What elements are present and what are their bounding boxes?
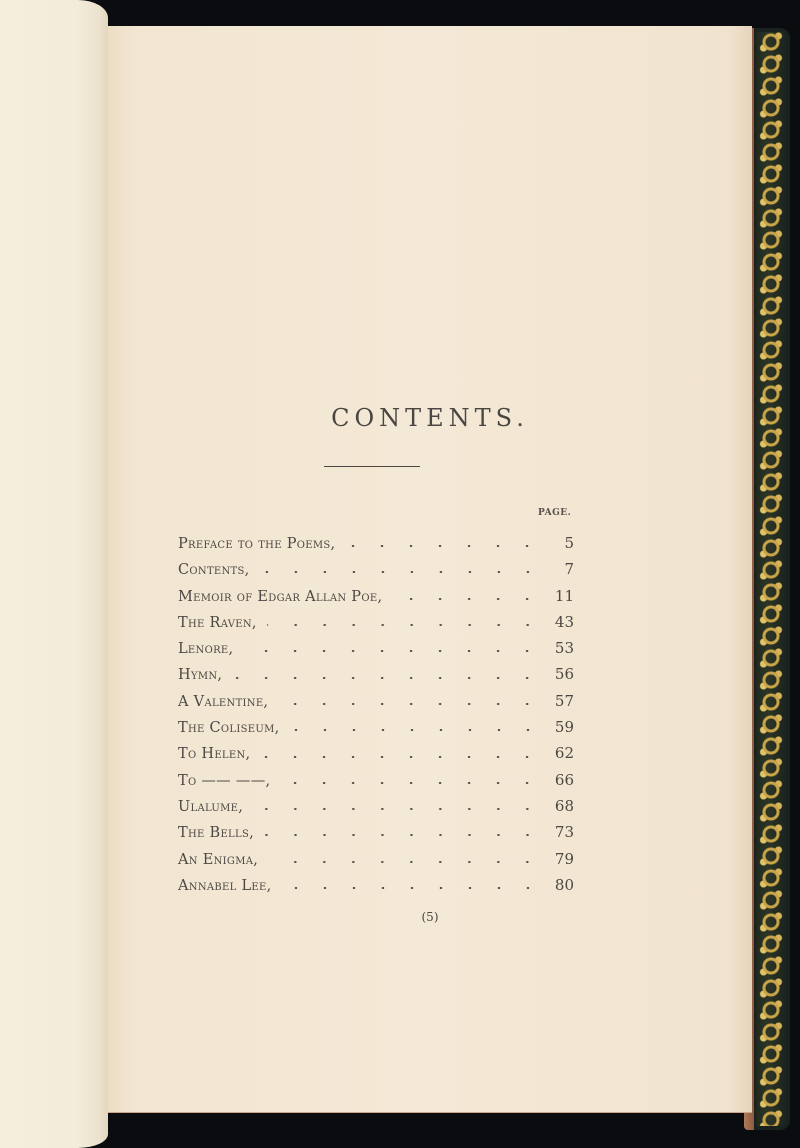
page-column-label: PAGE. [538, 508, 572, 518]
toc-entry-title: The Coliseum, [178, 720, 280, 737]
toc-entry-page: 59 [554, 718, 574, 737]
left-facing-page [0, 0, 108, 1148]
toc-entry [178, 872, 574, 898]
toc-entry-title: The Raven, [178, 614, 257, 631]
toc-entry-page: 43 [554, 612, 574, 631]
gilt-ornament [756, 32, 786, 1126]
toc-entry-title: To Helen, [178, 746, 251, 763]
toc-entry-title: Memoir of Edgar Allan Poe, [178, 588, 383, 605]
dot-leader [278, 703, 542, 705]
dot-leader [260, 756, 542, 758]
page-title: CONTENTS. [331, 404, 529, 432]
toc-entry [178, 635, 574, 661]
dot-leader [264, 834, 542, 836]
toc-entry-title: Preface to the Poems, [178, 536, 336, 552]
toc-entry-title: An Enigma, [178, 851, 259, 868]
toc-entry-title: Lenore, [178, 641, 234, 658]
table-of-contents [178, 530, 574, 898]
toc-entry [178, 661, 574, 687]
toc-entry-title: Contents, [178, 562, 250, 579]
dot-leader [243, 650, 542, 652]
toc-entry [178, 714, 574, 740]
toc-entry [178, 793, 574, 819]
dot-leader [268, 861, 542, 863]
toc-entry-title: Ulalume, [178, 798, 244, 815]
toc-entry [178, 583, 574, 609]
toc-entry-page: 66 [554, 770, 574, 789]
toc-entry-page: 68 [554, 796, 574, 815]
toc-entry-title: To —— ——, [178, 772, 271, 789]
toc-entry-page: 79 [554, 849, 574, 868]
toc-entry-page: 57 [554, 691, 574, 710]
toc-entry [178, 767, 574, 793]
toc-entry [178, 556, 574, 582]
dot-leader [260, 571, 542, 573]
contents-page [108, 26, 752, 1113]
toc-entry-page: 62 [554, 744, 574, 763]
dot-leader [267, 624, 542, 626]
toc-entry [178, 846, 574, 872]
toc-entry-page: 5 [564, 534, 574, 552]
toc-entry-page: 53 [554, 639, 574, 658]
title-rule-divider [324, 466, 420, 467]
toc-entry-page: 73 [554, 823, 574, 842]
toc-entry [178, 819, 574, 845]
dot-leader [232, 677, 542, 679]
dot-leader [345, 545, 542, 547]
toc-entry [178, 740, 574, 766]
dot-leader [280, 782, 542, 784]
toc-entry-page: 11 [554, 586, 574, 605]
dot-leader [253, 808, 542, 810]
toc-entry-page: 80 [554, 875, 574, 894]
dot-leader [282, 887, 542, 889]
toc-entry-title: The Bells, [178, 825, 254, 842]
toc-entry-title: Hymn, [178, 667, 223, 684]
page-number-folio: (5) [421, 910, 439, 924]
dot-leader [290, 729, 542, 731]
toc-entry [178, 530, 574, 556]
toc-entry [178, 688, 574, 714]
toc-entry-title: A Valentine, [178, 693, 269, 710]
toc-entry-title: Annabel Lee, [178, 877, 272, 894]
dot-leader [392, 598, 542, 600]
toc-entry [178, 609, 574, 635]
toc-entry-page: 56 [554, 665, 574, 684]
toc-entry-page: 7 [564, 560, 574, 579]
